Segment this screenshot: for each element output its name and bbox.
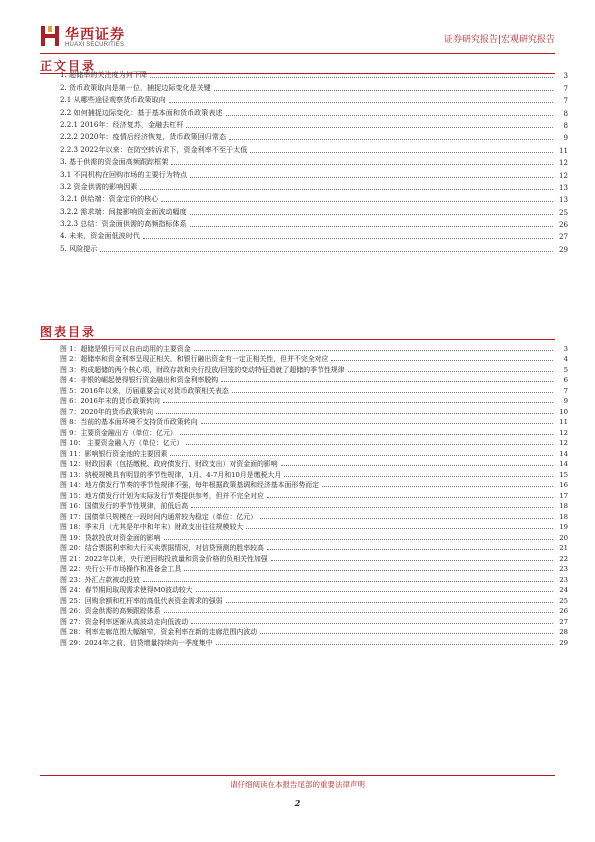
toc-leader-dots [170,455,553,456]
toc-leader-dots [164,612,553,613]
toc-leader-dots [190,226,553,227]
figure-toc-entry[interactable] [60,510,568,521]
toc-leader-dots [169,102,553,103]
toc-entry-text: 图 22：央行公开市场操作和准备金工具 [60,565,182,573]
toc-entry-text: 2.2.2 2020年：疫情后经济恢复，货币政策回归常态 [60,132,227,142]
toc-entry-text: 2.2.1 2016年：经济复苏，金融去杠杆 [60,119,184,129]
main-toc-entry[interactable] [60,192,568,204]
toc-page-number: 16 [559,481,568,489]
figure-toc-entry[interactable] [60,374,568,385]
toc-entry-text: 图 13：纳税规模具有明显的季节性规律，1月、4-7月和10月是缴税大月 [60,470,282,479]
toc-leader-dots [191,623,553,624]
toc-entry-text: 图 23：外汇占款被动投放 [60,575,140,584]
toc-leader-dots [267,549,553,550]
toc-page-number: 21 [559,544,568,552]
toc-entry-text: 2. 货币政策取向是第一位，捕捉边际变化是关键 [60,82,211,92]
toc-page-number: 26 [559,607,568,615]
toc-entry-text: 5. 风险提示 [60,243,98,253]
toc-leader-dots [190,177,553,178]
toc-entry-text: 图 26：资金供需的高频跟踪体系 [60,607,161,615]
toc-leader-dots [260,633,553,634]
toc-entry-text: 图 15：地方债发行计划为实际发行节奏提供参考，但并不完全对应 [60,491,264,500]
figure-toc-entry[interactable] [60,573,568,584]
toc-page-number: 25 [559,596,568,605]
figure-toc-entry[interactable] [60,500,568,511]
main-toc-entry[interactable] [60,105,568,117]
toc-entry-text: 图 16：国债发行的季节性规律，前低后高 [60,502,189,510]
toc-entry-text: 图 28：利率走廊范围大幅缩窄，资金利率在新的走廊范围内波动 [60,628,258,636]
toc-entry-text: 图 27：资金利率逐渐从高波动走向低波动 [60,617,189,626]
main-toc-entry[interactable] [60,229,568,241]
toc-page-number: 23 [559,565,568,573]
figure-toc-entry[interactable] [60,626,568,637]
toc-page-number: 7 [563,386,568,395]
figure-toc-entry[interactable] [60,489,568,500]
toc-leader-dots [143,238,553,239]
toc-page-number: 24 [559,586,568,594]
figure-toc-entry[interactable] [60,447,568,458]
figure-toc-entry[interactable] [60,437,568,448]
figure-toc-entry[interactable] [60,458,568,469]
toc-leader-dots [140,189,553,190]
main-toc-entry[interactable] [60,155,568,167]
figure-toc-entry[interactable] [60,342,568,353]
toc-entry-text: 图 24：春节期间取现需求使得M0波动较大 [60,586,193,594]
main-toc-entry[interactable] [60,180,568,192]
toc-entry-text: 图 12：财政因素（包括缴税、政府债发行、财政支出）对资金面的影响 [60,460,278,468]
toc-entry-text: 图 1：超储是银行可以自由动用的主要资金 [60,344,191,353]
toc-page-number: 28 [559,628,568,636]
toc-leader-dots [186,127,553,128]
toc-leader-dots [190,214,553,215]
figure-toc-entry[interactable] [60,384,568,395]
figure-toc-entry[interactable] [60,552,568,563]
main-toc-entry[interactable] [60,93,568,105]
toc-entry-text: 3.2.2 需求端：间接影响资金面波动幅度 [60,206,187,216]
toc-leader-dots [216,644,553,645]
toc-entry-text: 3.2 资金供需的影响因素 [60,181,138,191]
figure-toc-entry[interactable] [60,605,568,616]
toc-leader-dots [156,413,553,414]
figure-toc-entry[interactable] [60,405,568,416]
toc-page-number: 5 [563,365,568,374]
logo-english-name: HUAXI SECURITIES [65,42,125,48]
toc-page-number: 13 [558,195,568,205]
toc-entry-text: 图 14：地方债发行节奏的季节性规律不强，每年根据政策基调和经济基本面形势而定 [60,481,320,489]
toc-page-number: 20 [559,533,568,542]
toc-page-number: 3 [563,71,568,81]
toc-page-number: 14 [559,449,568,458]
toc-entry-text: 图 29：2024年之前，信贷增量持续向一季度集中 [60,638,213,647]
main-toc-entry[interactable] [60,241,568,253]
toc-leader-dots [194,350,553,351]
toc-page-number: 12 [559,439,568,447]
toc-page-number: 6 [563,376,568,384]
toc-entry-text: 图 5：2016年以来，历届重要会议对货币政策相关表态 [60,386,229,395]
toc-entry-text: 3. 基于供需的资金面高频跟踪框架 [60,157,169,167]
toc-page-number: 27 [559,617,568,626]
figure-toc-entry[interactable] [60,563,568,574]
figure-toc-list [60,342,568,647]
figure-toc-entry[interactable] [60,479,568,490]
toc-page-number: 12 [558,158,568,168]
toc-entry-text: 图 19：贷款投放对资金面的影响 [60,533,161,542]
toc-leader-dots [267,497,553,498]
figure-toc-entry[interactable] [60,584,568,595]
toc-leader-dots [348,371,553,372]
toc-entry-text: 图 9：主要资金融出方（单位：亿元） [60,428,177,437]
toc-entry-text: 图 11：影响银行资金池的主要因素 [60,449,168,458]
toc-entry-text: 3.2.1 供给端：资金定价的核心 [60,194,159,204]
toc-leader-dots [331,360,553,361]
toc-leader-dots [196,591,553,592]
toc-page-number: 7 [563,83,568,93]
figure-toc-entry[interactable] [60,542,568,553]
figure-toc-entry[interactable] [60,395,568,406]
toc-page-number: 23 [559,575,568,584]
figure-toc-title: 图表目录 [40,325,97,339]
toc-leader-dots [226,115,553,116]
figure-toc-entry[interactable] [60,531,568,542]
toc-page-number: 25 [558,207,568,217]
main-toc-entry[interactable] [60,118,568,130]
toc-page-number: 29 [559,638,568,647]
toc-leader-dots [246,528,553,529]
toc-page-number: 29 [558,244,568,254]
toc-entry-text: 图 21：2022年以来，央行逆回购投放量和资金价格的负相关性加强 [60,554,268,563]
toc-entry-text: 4. 未来，资金面低波时代 [60,231,140,241]
legal-disclaimer-link[interactable]: 请仔细阅读在本报告尾部的重要法律声明 [230,780,365,789]
toc-page-number: 4 [563,355,568,363]
main-toc-entry[interactable] [60,167,568,179]
toc-leader-dots [150,77,553,78]
toc-entry-text: 2.2.3 2022年以来：在防空转诉求下，资金利率不至于太低 [60,144,248,154]
toc-leader-dots [232,392,553,393]
figure-toc-divider [40,339,555,340]
toc-entry-text: 图 18：季末月（尤其是年中和年末）财政支出往往规模较大 [60,523,244,531]
toc-page-number: 10 [559,407,568,416]
figure-toc-entry[interactable] [60,615,568,626]
toc-leader-dots [163,402,553,403]
page-number: 2 [294,798,301,808]
toc-page-number: 15 [559,470,568,479]
toc-entry-text: 3.1 不同机构在回购市场的主要行为特点 [60,169,188,179]
toc-page-number: 18 [559,502,568,510]
toc-leader-dots [221,381,553,382]
figure-toc-entry[interactable] [60,426,568,437]
main-toc-entry[interactable] [60,130,568,142]
toc-page-number: 13 [558,182,568,192]
toc-leader-dots [260,518,553,519]
toc-entry-text: 2.1 从哪些途径观察货币政策取向 [60,95,166,105]
toc-page-number: 17 [559,491,568,500]
toc-entry-text: 图 3：构成超储的两个核心项，财政存款和央行投放/回笼的变动特征造就了超储的季节性规律 [60,365,345,374]
main-toc-list [60,68,568,254]
figure-toc-entry[interactable] [60,468,568,479]
toc-leader-dots [284,476,553,477]
figure-toc-entry[interactable] [60,636,568,647]
toc-entry-text: 3.2.3 总结：资金面供需的高频指标体系 [60,219,187,229]
toc-page-number: 11 [558,145,568,155]
main-toc-title: 正文目录 [40,59,97,73]
toc-page-number: 26 [558,220,568,230]
toc-entry-text: 2.2 如何捕捉边际变化：基于基本面和货币政策表述 [60,107,223,117]
toc-entry-text: 图 6：2016年末的货币政策转向 [60,397,160,405]
toc-entry-text: 图 4：非银的崛起使得银行资金融出和资金利率脱钩 [60,376,219,384]
toc-entry-text: 图 8：当前的基本面环境不支持货币政策转向 [60,418,198,426]
toc-leader-dots [201,423,554,424]
toc-page-number: 8 [563,120,568,130]
report-type-label: 证券研究报告|宏观研究报告 [443,35,555,45]
toc-page-number: 8 [563,108,568,118]
footer-divider [40,775,555,776]
toc-leader-dots [226,602,553,603]
toc-page-number: 27 [558,232,568,242]
toc-page-number: 12 [559,428,568,437]
toc-leader-dots [281,465,553,466]
toc-page-number: 7 [563,96,568,106]
toc-leader-dots [229,139,553,140]
logo-chinese-name: 华西证券 [65,27,125,43]
toc-leader-dots [271,560,553,561]
toc-leader-dots [180,434,553,435]
toc-leader-dots [191,507,553,508]
toc-leader-dots [186,444,553,445]
toc-page-number: 18 [559,512,568,521]
toc-entry-text: 图 20：结合票据利率和大行买卖票据情况，对信贷预测的胜率较高 [60,544,264,552]
toc-entry-text: 图 25：回购余额和杠杆率的高低代表资金需求的强弱 [60,596,223,605]
toc-leader-dots [184,570,553,571]
main-toc-entry[interactable] [60,68,568,80]
toc-entry-text: 1. 超储率的关注度为何下降 [60,70,148,80]
toc-page-number: 11 [559,418,568,426]
toc-leader-dots [250,152,553,153]
main-toc-entry[interactable] [60,142,568,154]
main-toc-entry[interactable] [60,204,568,216]
toc-page-number: 14 [559,460,568,468]
toc-leader-dots [164,539,553,540]
toc-leader-dots [100,251,553,252]
figure-toc-entry[interactable] [60,363,568,374]
toc-page-number: 9 [563,133,568,143]
page-header [40,22,555,54]
main-toc-entry[interactable] [60,80,568,92]
toc-entry-text: 图 2：超储率和资金利率呈现正相关，和银行融出资金有一定正相关性，但并不完全对应 [60,355,329,363]
figure-toc-entry[interactable] [60,521,568,532]
toc-page-number: 3 [563,344,568,353]
toc-page-number: 9 [563,397,568,405]
toc-leader-dots [214,90,553,91]
header-divider [40,53,555,54]
toc-leader-dots [171,164,553,165]
toc-page-number: 19 [559,523,568,531]
toc-entry-text: 图 10： 主要资金融入方（单位：亿元） [60,439,184,447]
toc-page-number: 22 [559,554,568,563]
toc-leader-dots [322,486,553,487]
main-toc-entry[interactable] [60,217,568,229]
toc-leader-dots [161,201,553,202]
figure-toc-entry[interactable] [60,594,568,605]
figure-toc-entry[interactable] [60,416,568,427]
toc-entry-text: 图 17：国债单只规模在一段时间内通常较为稳定（单位：亿元） [60,512,258,521]
huaxi-logo-icon [40,24,60,48]
toc-entry-text: 图 7：2020年的货币政策转向 [60,407,154,416]
toc-page-number: 12 [558,170,568,180]
figure-toc-entry[interactable] [60,353,568,364]
toc-leader-dots [143,581,553,582]
